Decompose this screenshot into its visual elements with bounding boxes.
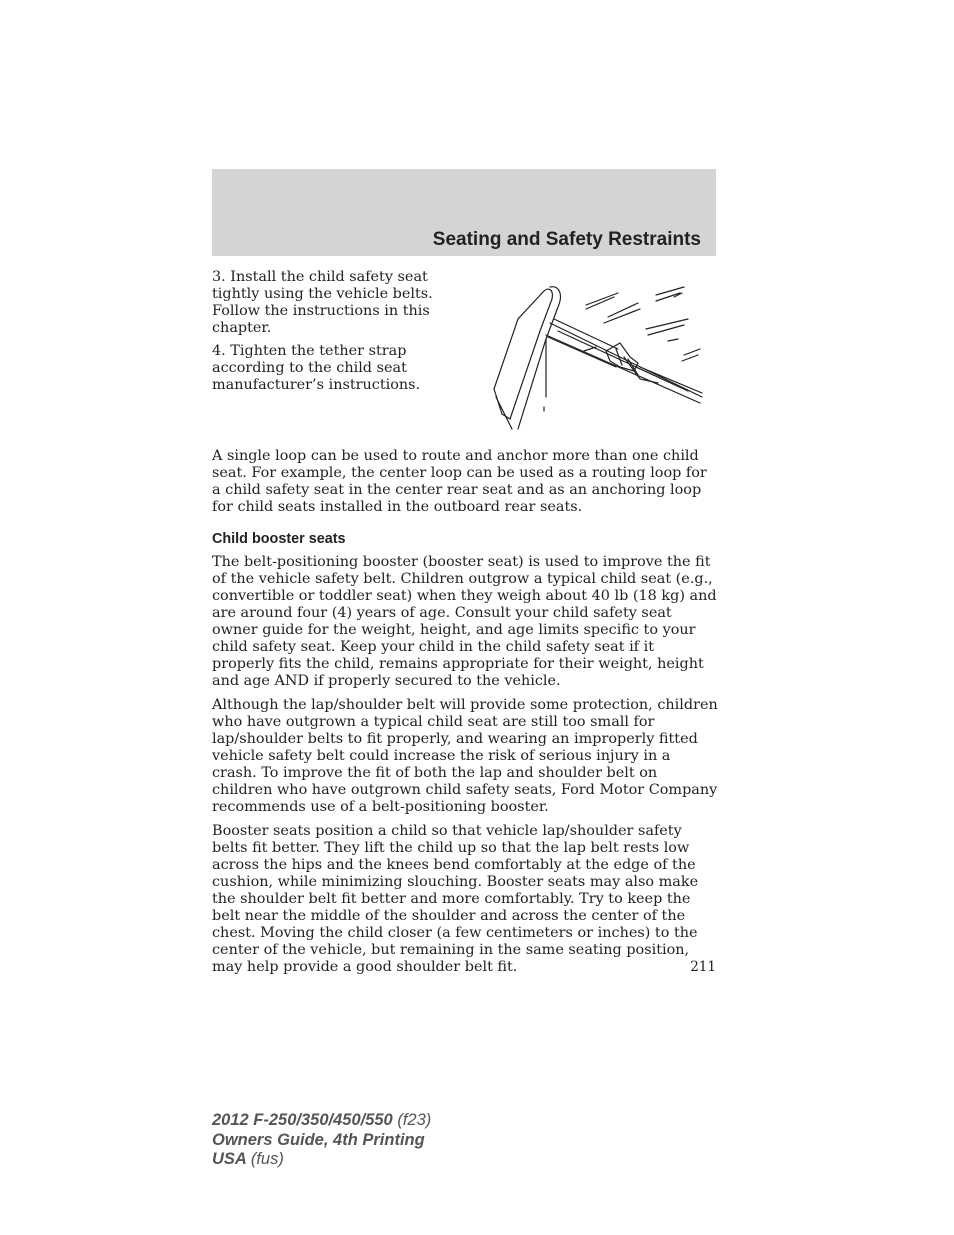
footer-line-3: [212, 1150, 431, 1170]
footer-region-code: (fus): [250, 1150, 284, 1168]
paragraph-booster-fit: Booster seats position a child so that vehicle lap/shoulder safety belts fit better. They lift the child up so that the lap belt rests low across the hips and the knees bend comfortably at the edge of the cushion, while minimizing slouching. Booster seats may also make the shoulder belt fit better and more comfortably. Try to keep the belt near the middle of the shoulder and across the center of the chest. Moving the child closer (a few centimeters or inches) to the center of the vehicle, but remaining in the same seating position, may help provide a good shoulder belt fit.: [212, 823, 699, 975]
footer-region: USA: [212, 1150, 247, 1168]
section-header: [212, 169, 716, 256]
installation-steps: [212, 269, 477, 400]
document-footer: [212, 1111, 431, 1170]
footer-line-2: Owners Guide, 4th Printing: [212, 1130, 425, 1149]
step-3: 3. Install the child safety seat tightly using the vehicle belts. Follow the instructions in this chapter.: [212, 269, 433, 336]
paragraph-lap-shoulder: Although the lap/shoulder belt will provide some protection, children who have outgrown a typical child seat are still too small for lap/shoulder belts to fit properly, and wearing an improperly fitted vehicle safety belt could increase the risk of serious injury in a crash. To improve the fit of both the lap and shoulder belt on children who have outgrown child safety seats, Ford Motor Company recommends use of a belt-positioning booster.: [212, 697, 718, 815]
footer-model-code: (f23): [397, 1111, 432, 1129]
main-text: [212, 448, 718, 983]
footer-model: 2012 F-250/350/450/550: [212, 1111, 393, 1129]
page-number: 211: [690, 959, 716, 975]
subheading-booster-seats: Child booster seats: [212, 531, 346, 547]
step-4: 4. Tighten the tether strap according to the child seat manufacturer’s instructions.: [212, 343, 421, 393]
paragraph-loop: A single loop can be used to route and anchor more than one child seat. For example, the center loop can be used as a routing loop for a child safety seat in the center rear seat and as an anchoring loop for child seats installed in the outboard rear seats.: [212, 448, 707, 515]
paragraph-booster-intro: The belt-positioning booster (booster seat) is used to improve the fit of the vehicle safety belt. Children outgrow a typical child seat (e.g., convertible or toddler seat) when they weigh about 40 lb (18 kg) and are around four (4) years of age. Consult your child safety seat owner guide for the weight, height, and age limits specific to your child safety seat. Keep your child in the child safety seat if it properly fits the child, remains appropriate for their weight, height and age AND if properly secured to the vehicle.: [212, 554, 717, 689]
tether-strap-illustration-icon: [488, 279, 706, 434]
section-title: Seating and Safety Restraints: [432, 229, 701, 250]
footer-line-1: [212, 1111, 431, 1131]
